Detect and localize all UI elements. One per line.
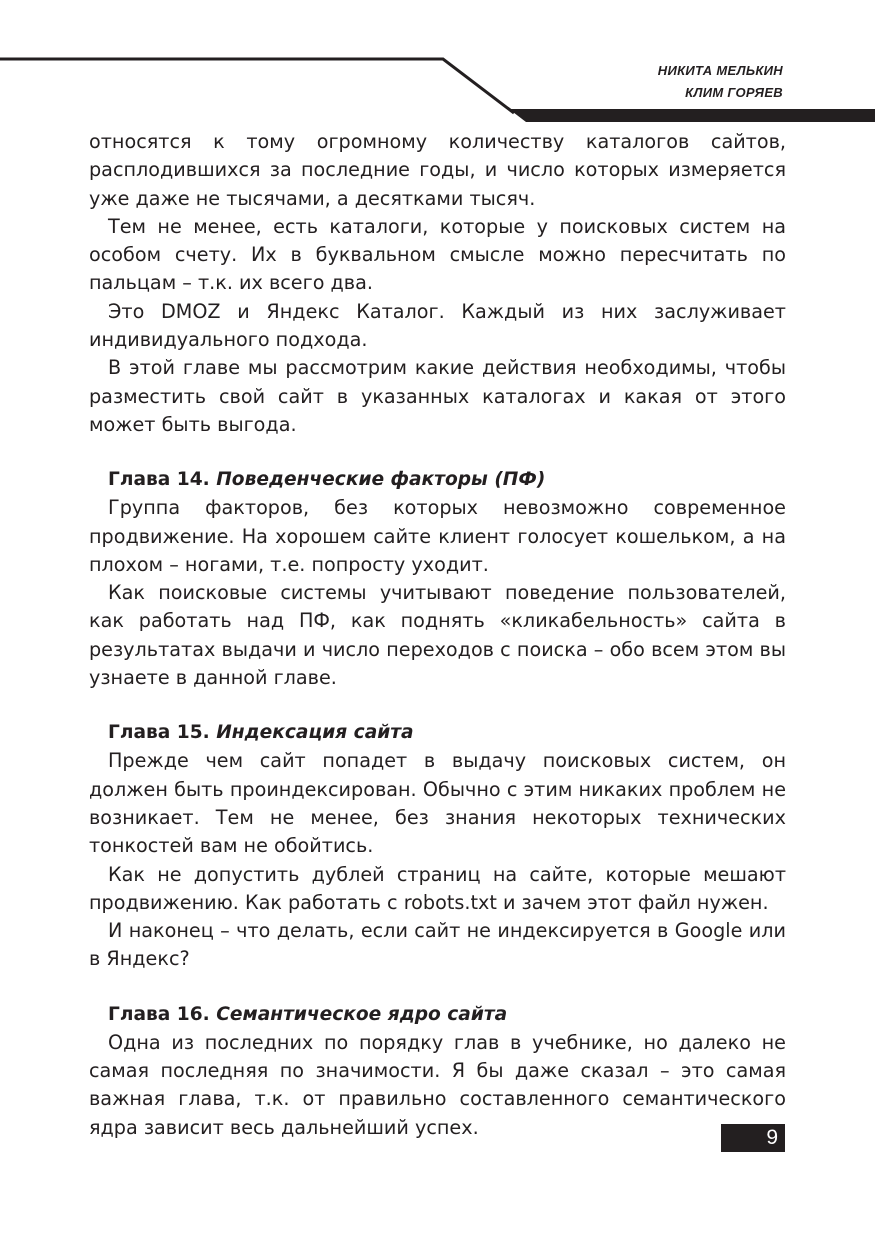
- intro-paragraph-3: Это DMOZ и Яндекс Каталог. Каждый из них заслуживает индивидуального подхода.: [89, 299, 786, 352]
- chapter-14-title: Поведенческие факторы (ПФ): [216, 469, 546, 491]
- chapter-15-title: Индексация сайта: [216, 722, 414, 744]
- header-thick-bar: [509, 109, 875, 122]
- chapter-16-heading: [89, 1001, 786, 1029]
- page-body: [89, 128, 786, 1142]
- author-name-2: КЛИМ ГОРЯЕВ: [685, 85, 783, 100]
- chapter-15-paragraph-1: Прежде чем сайт попадет в выдачу поисковых систем, он должен быть проиндексирован. Обычно с этим никаких проблем не возникает. Тем не менее, без знания некоторых технических тонкостей вам не обойтись.: [89, 749, 786, 858]
- chapter-16-title: Семантическое ядро сайта: [216, 1003, 508, 1025]
- page-number: 9: [721, 1124, 785, 1152]
- intro-paragraph-4: В этой главе мы рассмотрим какие действия необходимы, чтобы разместить свой сайт в указанных каталогах и какая от этого может быть выгода.: [89, 356, 786, 436]
- chapter-16-paragraph-1: Одна из последних по порядку глав в учебнике, но далеко не самая последняя по значимости. Я бы даже сказал – это самая важная глава, т.к. от правильно составленного семантического ядра зависит весь дальнейший успех.: [89, 1030, 786, 1139]
- intro-paragraph-1: относятся к тому огромному количеству каталогов сайтов, расплодившихся за последние годы, и число которых измеряется уже даже не тысячами, а десятками тысяч.: [89, 130, 786, 210]
- chapter-14-paragraph-1: Группа факторов, без которых невозможно современное продвижение. На хорошем сайте клиент голосует кошельком, а на плохом – ногами, т.е. попросту уходит.: [89, 496, 786, 576]
- chapter-14-label: Глава 14.: [108, 469, 210, 491]
- chapter-15-heading: [89, 719, 786, 747]
- intro-paragraph-2: Тем не менее, есть каталоги, которые у поисковых систем на особом счету. Их в буквальном смысле можно пересчитать по пальцам – т.к. их всего два.: [89, 214, 786, 295]
- chapter-15-paragraph-2: Как не допустить дублей страниц на сайте, которые мешают продвижению. Как работать с robots.txt и зачем этот файл нужен.: [89, 862, 786, 914]
- author-name-1: НИКИТА МЕЛЬКИН: [657, 63, 783, 78]
- chapter-14-heading: [89, 466, 786, 494]
- chapter-14-paragraph-2: Как поисковые системы учитывают поведение пользователей, как работать над ПФ, как поднять «кликабельность» сайта в результатах выдачи и число переходов с поиска – обо всем этом вы узнаете в данной главе.: [89, 581, 786, 690]
- chapter-16-label: Глава 16.: [108, 1003, 210, 1025]
- running-header-authors: [658, 60, 783, 104]
- header-thin-rule: [0, 59, 514, 113]
- chapter-15-label: Глава 15.: [108, 722, 210, 744]
- chapter-15-paragraph-3: И наконец – что делать, если сайт не индексируется в Google или в Яндекс?: [89, 919, 786, 971]
